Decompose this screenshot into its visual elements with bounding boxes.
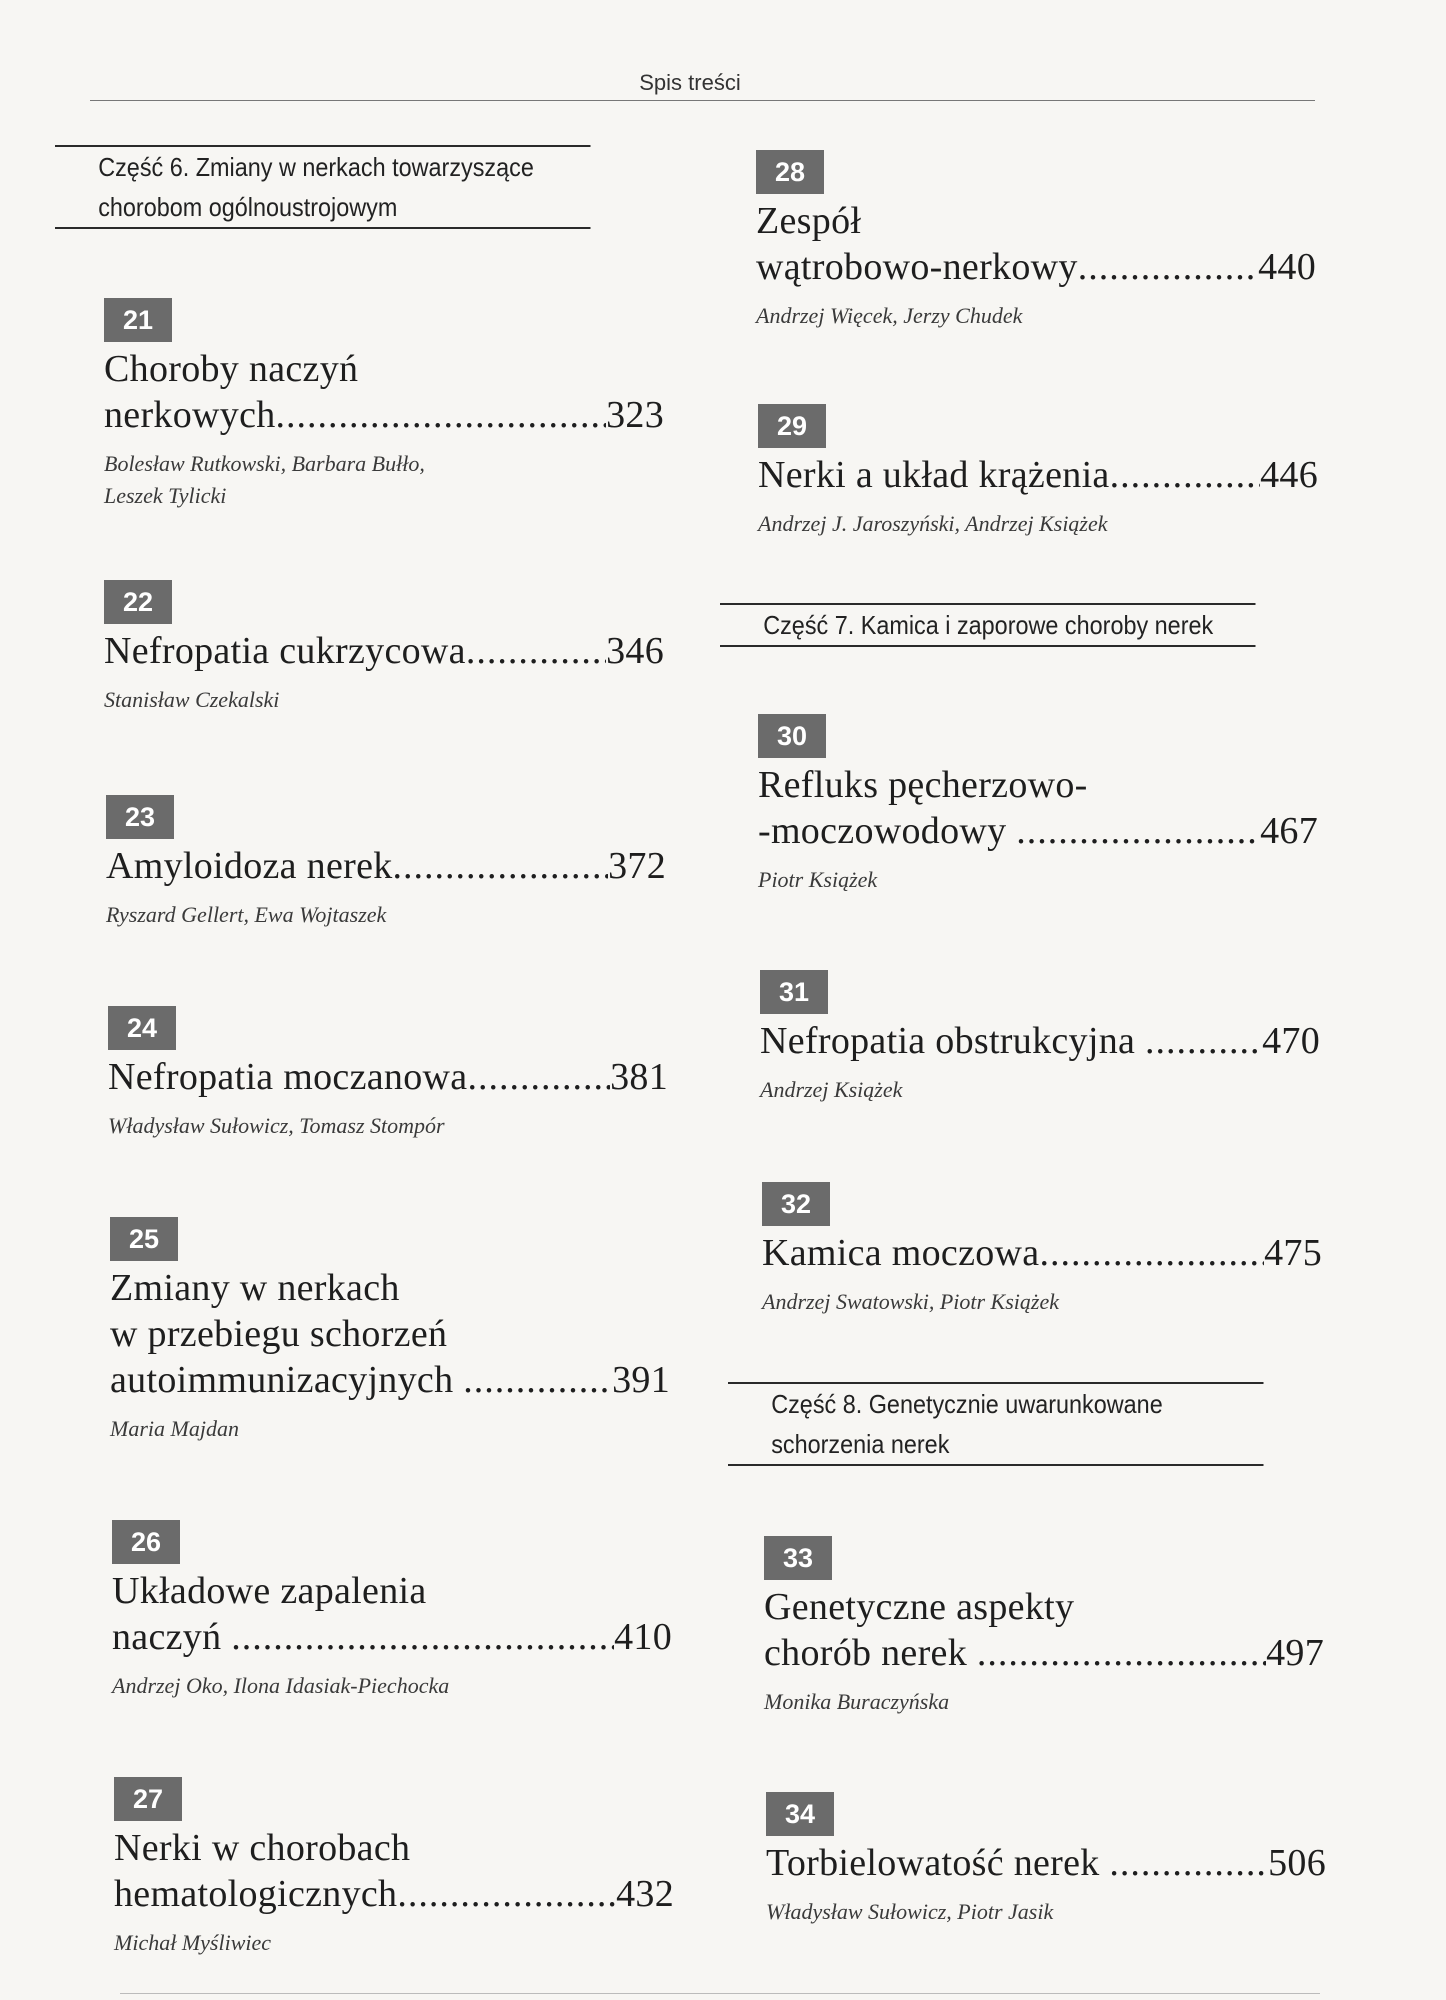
chapter-title-line: Zmiany w nerkach	[110, 1267, 400, 1309]
toc-entry	[758, 714, 1318, 896]
part-7-heading	[720, 603, 1256, 647]
toc-entry	[106, 795, 666, 931]
toc-entry	[108, 1006, 668, 1142]
toc-entry	[766, 1792, 1326, 1928]
footer-rule	[120, 1993, 1320, 1994]
chapter-number-badge: 21	[104, 298, 172, 342]
author-line: Andrzej Swatowski, Piotr Książek	[762, 1289, 1059, 1314]
chapter-title-last-line	[762, 1230, 1322, 1276]
chapter-number-badge: 29	[758, 404, 826, 448]
chapter-authors	[112, 1670, 672, 1702]
chapter-number-badge: 26	[112, 1520, 180, 1564]
toc-entry	[758, 404, 1318, 540]
chapter-number-badge: 22	[104, 580, 172, 624]
chapter-number-badge: 27	[114, 1777, 182, 1821]
chapter-title-last-line	[108, 1054, 668, 1100]
chapter-title-last-line	[760, 1018, 1320, 1064]
chapter-title-text: Nerki a układ krążenia	[758, 454, 1110, 496]
chapter-title-text: -moczowodowy	[758, 810, 1017, 852]
chapter-title-line: Genetyczne aspekty	[764, 1586, 1075, 1628]
author-line: Andrzej J. Jaroszyński, Andrzej Książek	[758, 511, 1108, 536]
author-line: Maria Majdan	[110, 1416, 239, 1441]
chapter-title-text: autoimmunizacyjnych	[110, 1359, 464, 1401]
author-line: Leszek Tylicki	[104, 483, 227, 508]
chapter-title	[756, 198, 1316, 290]
chapter-title-last-line	[106, 843, 666, 889]
dot-leader	[393, 843, 609, 889]
page-number: 381	[610, 1056, 668, 1098]
chapter-number-badge: 30	[758, 714, 826, 758]
chapter-title-last-line	[756, 244, 1316, 290]
dot-leader	[977, 1630, 1266, 1676]
page-number: 323	[606, 394, 664, 436]
author-line: Andrzej Oko, Ilona Idasiak-Piechocka	[112, 1673, 450, 1698]
chapter-title	[106, 843, 666, 889]
chapter-title-last-line	[104, 392, 664, 438]
dot-leader	[1145, 1018, 1262, 1064]
dot-leader	[463, 1357, 612, 1403]
chapter-title-text: naczyń	[112, 1616, 232, 1658]
page-number: 432	[616, 1873, 674, 1915]
chapter-authors	[110, 1413, 670, 1445]
chapter-title-text: Torbielowatość nerek	[766, 1842, 1110, 1884]
author-line: Monika Buraczyńska	[764, 1689, 950, 1714]
chapter-authors	[756, 300, 1316, 332]
part-6-line-1: Część 6. Zmiany w nerkach towarzyszące	[98, 152, 534, 182]
chapter-title-last-line	[758, 452, 1318, 498]
chapter-title-text: Kamica moczowa	[762, 1232, 1040, 1274]
toc-entry	[104, 580, 664, 716]
page-number: 506	[1268, 1842, 1326, 1884]
chapter-authors	[760, 1074, 1320, 1106]
page-number: 497	[1266, 1632, 1324, 1674]
chapter-title-text: nerkowych	[104, 394, 276, 436]
chapter-title-text: wątrobowo-nerkowy	[756, 246, 1078, 288]
dot-leader	[276, 392, 607, 438]
chapter-authors	[758, 864, 1318, 896]
toc-entry	[762, 1182, 1322, 1318]
chapter-title	[758, 452, 1318, 498]
dot-leader	[466, 628, 606, 674]
chapter-authors	[106, 899, 666, 931]
chapter-title-line: Układowe zapalenia	[112, 1570, 427, 1612]
dot-leader	[397, 1871, 616, 1917]
author-line: Piotr Książek	[758, 867, 878, 892]
chapter-title	[104, 628, 664, 674]
part-6-heading	[55, 145, 591, 229]
chapter-authors	[766, 1896, 1326, 1928]
toc-entry	[760, 970, 1320, 1106]
chapter-title-line: Choroby naczyń	[104, 348, 359, 390]
chapter-authors	[114, 1927, 674, 1959]
dot-leader	[1016, 808, 1260, 854]
author-line: Bolesław Rutkowski, Barbara Bułło,	[104, 451, 425, 476]
dot-leader	[1039, 1230, 1264, 1276]
page-number: 391	[612, 1359, 670, 1401]
chapter-title	[110, 1265, 670, 1403]
part-8-line-2: schorzenia nerek	[771, 1429, 950, 1459]
chapter-authors	[758, 508, 1318, 540]
chapter-title	[762, 1230, 1322, 1276]
page-number: 372	[608, 845, 666, 887]
chapter-title-last-line	[112, 1614, 672, 1660]
page-number: 440	[1258, 246, 1316, 288]
toc-entry	[112, 1520, 672, 1702]
header-rule	[90, 100, 1315, 101]
chapter-title-last-line	[766, 1840, 1326, 1886]
author-line: Andrzej Książek	[760, 1077, 903, 1102]
page-number: 467	[1260, 810, 1318, 852]
chapter-title-last-line	[104, 628, 664, 674]
toc-entry	[110, 1217, 670, 1445]
author-line: Stanisław Czekalski	[104, 687, 280, 712]
page-number: 346	[606, 630, 664, 672]
chapter-title-text: Nefropatia moczanowa	[108, 1056, 468, 1098]
dot-leader	[467, 1054, 610, 1100]
chapter-number-badge: 31	[760, 970, 828, 1014]
part-8-heading	[728, 1382, 1264, 1466]
page-number: 410	[614, 1616, 672, 1658]
chapter-title-line: w przebiegu schorzeń	[110, 1313, 448, 1355]
chapter-number-badge: 33	[764, 1536, 832, 1580]
chapter-title	[108, 1054, 668, 1100]
toc-entry	[756, 150, 1316, 332]
chapter-title-line: Nerki w chorobach	[114, 1827, 411, 1869]
toc-entry	[104, 298, 664, 512]
chapter-title-text: Nefropatia obstrukcyjna	[760, 1020, 1145, 1062]
chapter-title-line: Zespół	[756, 200, 862, 242]
chapter-authors	[104, 448, 664, 512]
author-line: Władysław Sułowicz, Piotr Jasik	[766, 1899, 1054, 1924]
toc-entry	[114, 1777, 674, 1959]
chapter-title-text: Nefropatia cukrzycowa	[104, 630, 466, 672]
chapter-title-text: chorób nerek	[764, 1632, 977, 1674]
chapter-title-last-line	[114, 1871, 674, 1917]
author-line: Andrzej Więcek, Jerzy Chudek	[756, 303, 1023, 328]
chapter-authors	[104, 684, 664, 716]
running-title: Spis treści	[639, 70, 741, 95]
chapter-authors	[762, 1286, 1322, 1318]
author-line: Władysław Sułowicz, Tomasz Stompór	[108, 1113, 445, 1138]
chapter-number-badge: 23	[106, 795, 174, 839]
chapter-title	[112, 1568, 672, 1660]
dot-leader	[231, 1614, 614, 1660]
chapter-title	[758, 762, 1318, 854]
chapter-title-text: hematologicznych	[114, 1873, 398, 1915]
chapter-title-last-line	[758, 808, 1318, 854]
chapter-authors	[108, 1110, 668, 1142]
chapter-title-last-line	[764, 1630, 1324, 1676]
chapter-number-badge: 32	[762, 1182, 830, 1226]
chapter-title	[760, 1018, 1320, 1064]
chapter-number-badge: 34	[766, 1792, 834, 1836]
chapter-title	[766, 1840, 1326, 1886]
chapter-title	[764, 1584, 1324, 1676]
author-line: Michał Myśliwiec	[114, 1930, 272, 1955]
part-7-line-1: Część 7. Kamica i zaporowe choroby nerek	[763, 610, 1214, 640]
page-number: 470	[1262, 1020, 1320, 1062]
author-line: Ryszard Gellert, Ewa Wojtaszek	[106, 902, 387, 927]
chapter-number-badge: 28	[756, 150, 824, 194]
chapter-authors	[764, 1686, 1324, 1718]
dot-leader	[1078, 244, 1258, 290]
dot-leader	[1109, 1840, 1268, 1886]
chapter-title	[114, 1825, 674, 1917]
chapter-title-last-line	[110, 1357, 670, 1403]
chapter-number-badge: 25	[110, 1217, 178, 1261]
page-number: 475	[1264, 1232, 1322, 1274]
chapter-title-line: Refluks pęcherzowo-	[758, 764, 1088, 806]
dot-leader	[1110, 452, 1261, 498]
part-6-line-2: chorobom ogólnoustrojowym	[98, 192, 398, 222]
chapter-title-text: Amyloidoza nerek	[106, 845, 393, 887]
chapter-number-badge: 24	[108, 1006, 176, 1050]
chapter-title	[104, 346, 664, 438]
page-number: 446	[1260, 454, 1318, 496]
part-8-line-1: Część 8. Genetycznie uwarunkowane	[771, 1389, 1163, 1419]
toc-entry	[764, 1536, 1324, 1718]
